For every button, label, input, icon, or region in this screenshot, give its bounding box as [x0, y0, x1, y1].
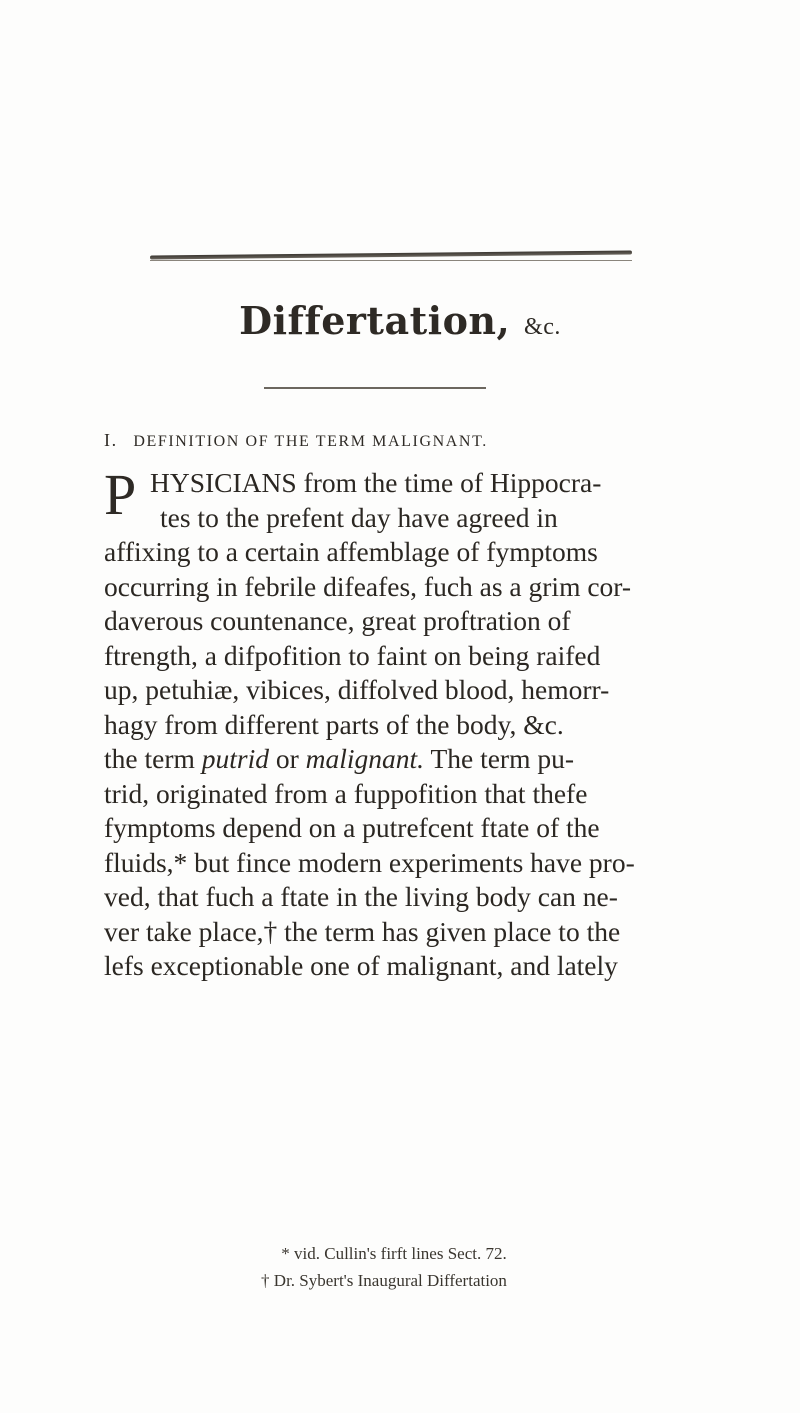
header-rule-thin: [150, 260, 632, 261]
header-rule: [150, 250, 632, 259]
text-line: fluids,* but fince modern experiments have pro-: [104, 846, 635, 878]
text-line: trid, originated from a fuppofition that thefe: [104, 777, 588, 809]
text-line: ver take place,† the term has given place to the: [104, 915, 621, 947]
text-line: fymptoms depend on a putrefcent ftate of the: [104, 812, 600, 843]
running-title-text: Differtation,: [239, 298, 511, 343]
running-title: [0, 298, 800, 343]
text-fragment: or: [268, 743, 306, 774]
text-line: occurring in febrile difeafes, fuch as a grim cor-: [104, 570, 632, 602]
text-fragment: the term: [104, 743, 202, 774]
title-rule: [264, 387, 486, 389]
text-line: lefs exceptionable one of malignant, and lately: [104, 950, 618, 981]
text-line: HYSICIANS from the time of Hippocra-: [150, 467, 602, 498]
section-heading: [104, 430, 724, 451]
term-putrid: putrid: [201, 743, 269, 774]
footnote-2: † Dr. Sybert's Inaugural Differtation: [261, 1271, 507, 1290]
text-fragment: The term pu-: [424, 743, 574, 774]
text-line: ved, that fuch a ftate in the living body can ne-: [104, 881, 618, 912]
running-title-etc: &c.: [524, 314, 561, 340]
text-line: hagy from different parts of the body, &c.: [104, 708, 564, 740]
section-heading-text: DEFINITION OF THE TERM MALIGNANT.: [133, 433, 488, 450]
term-malignant: malignant.: [305, 743, 425, 774]
text-line: tes to the prefent day have agreed in: [160, 501, 558, 533]
body-text: [104, 462, 744, 984]
text-line: daverous countenance, great proftration of: [104, 605, 571, 636]
section-number: I.: [104, 430, 118, 450]
text-line: up, petuhiæ, vibices, diffolved blood, hemorr-: [104, 674, 610, 705]
text-line: ftrength, a difpofition to faint on being raifed: [104, 639, 601, 671]
drop-cap: P: [104, 462, 137, 527]
text-line: affixing to a certain affemblage of fymptoms: [104, 536, 598, 567]
text-line-terms: [104, 742, 744, 777]
footnote-1: * vid. Cullin's firft lines Sect. 72.: [281, 1244, 507, 1263]
